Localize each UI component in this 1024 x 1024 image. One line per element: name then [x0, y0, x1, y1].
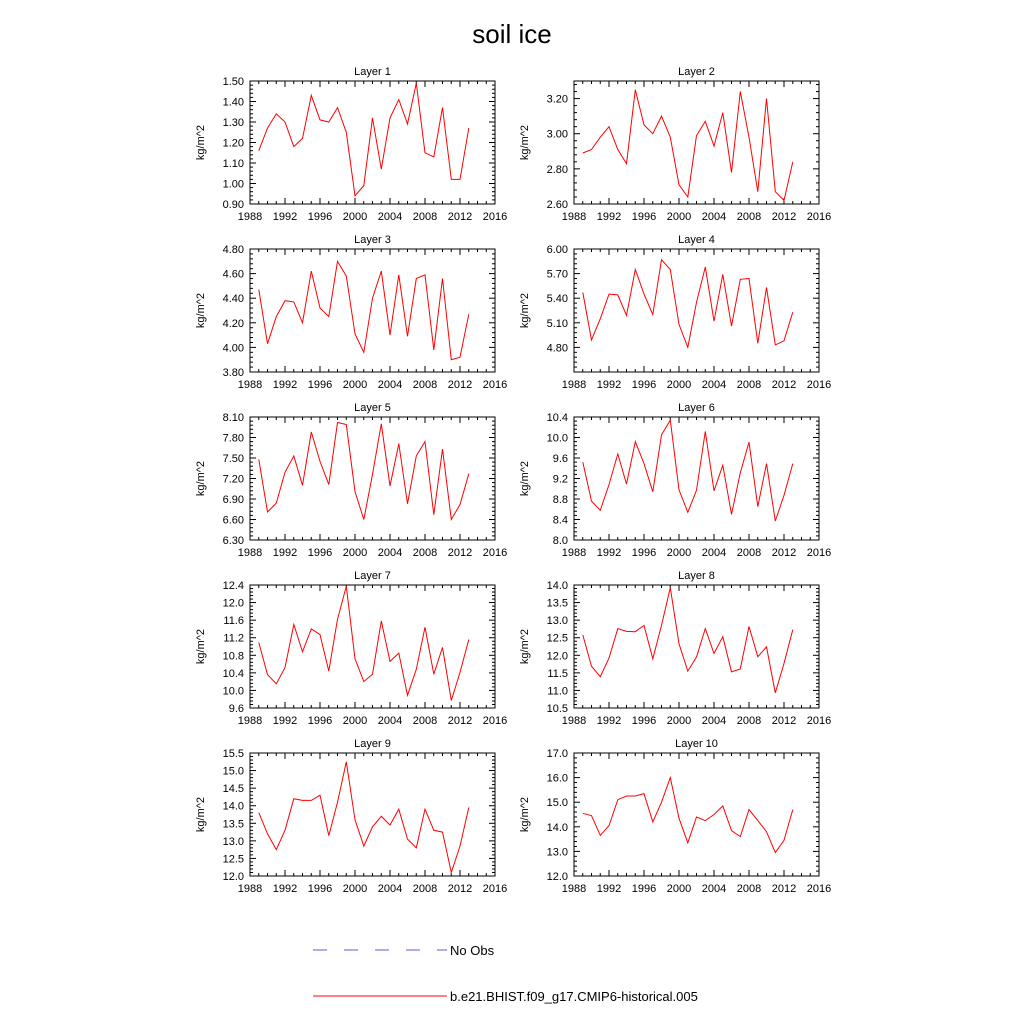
x-tick-label: 1996: [307, 211, 333, 223]
x-tick-label: 1988: [237, 211, 263, 223]
x-tick-label: 2012: [771, 547, 797, 559]
x-tick-label: 2016: [482, 379, 508, 391]
y-tick-label: 14.0: [546, 821, 568, 834]
x-tick-label: 2012: [447, 883, 473, 895]
x-tick-label: 1992: [272, 211, 298, 223]
panel-layer-10: [519, 738, 831, 895]
y-tick-label: 4.80: [222, 244, 244, 256]
figure-title: soil ice: [472, 19, 552, 49]
x-tick-label: 1988: [561, 379, 587, 391]
y-tick-label: 15.5: [222, 748, 244, 760]
panel-title: Layer 9: [354, 738, 391, 750]
x-tick-label: 1996: [631, 379, 657, 391]
x-tick-label: 2000: [666, 211, 692, 223]
panel-layer-8: [519, 570, 831, 727]
x-tick-label: 2004: [701, 883, 727, 895]
y-tick-label: 3.20: [546, 93, 568, 106]
x-tick-label: 1992: [272, 379, 298, 391]
y-tick-label: 1.00: [222, 178, 244, 191]
y-tick-label: 5.40: [546, 293, 568, 306]
y-axis-label: kg/m^2: [519, 460, 531, 497]
x-tick-label: 2008: [412, 379, 438, 391]
plot-frame: [574, 81, 819, 204]
x-tick-label: 1988: [237, 547, 263, 559]
x-tick-label: 2012: [447, 379, 473, 391]
panel-title: Layer 4: [678, 234, 715, 246]
x-tick-label: 2000: [342, 883, 368, 895]
x-tick-label: 2000: [666, 715, 692, 727]
x-tick-label: 2004: [377, 211, 403, 223]
plot-frame: [250, 753, 495, 876]
y-tick-label: 12.0: [222, 871, 244, 883]
panel-title: Layer 2: [678, 66, 715, 78]
plot-frame: [250, 417, 495, 540]
y-tick-label: 4.20: [222, 317, 244, 330]
x-tick-label: 2016: [482, 211, 508, 223]
y-tick-label: 9.6: [552, 453, 568, 465]
y-tick-label: 0.90: [222, 199, 244, 211]
y-tick-label: 12.4: [222, 580, 244, 592]
x-tick-label: 2016: [482, 547, 508, 559]
x-tick-label: 2008: [736, 211, 762, 223]
panel-grid: [195, 66, 831, 895]
x-tick-label: 2004: [377, 547, 403, 559]
x-tick-label: 2012: [447, 715, 473, 727]
y-tick-label: 11.5: [547, 667, 568, 680]
y-tick-label: 9.2: [552, 473, 568, 486]
x-tick-label: 1988: [561, 211, 587, 223]
x-tick-label: 1996: [631, 715, 657, 727]
y-tick-label: 12.5: [546, 632, 568, 645]
x-tick-label: 1988: [561, 883, 587, 895]
y-tick-label: 10.4: [222, 667, 244, 680]
series-line: [259, 423, 469, 520]
y-tick-label: 7.80: [222, 432, 244, 445]
y-tick-label: 5.10: [546, 317, 568, 330]
panel-layer-6: [519, 402, 831, 559]
x-tick-label: 2000: [342, 547, 368, 559]
y-tick-label: 14.0: [546, 580, 568, 592]
x-tick-label: 1988: [561, 547, 587, 559]
x-tick-label: 2004: [701, 715, 727, 727]
y-tick-label: 14.0: [222, 800, 244, 813]
x-tick-label: 2016: [482, 883, 508, 895]
y-axis-label: kg/m^2: [195, 124, 207, 161]
y-tick-label: 10.5: [546, 703, 568, 715]
legend-item-no-obs: [313, 943, 495, 958]
x-tick-label: 1996: [307, 379, 333, 391]
y-tick-label: 4.80: [546, 342, 568, 355]
panel-title: Layer 1: [354, 66, 391, 78]
x-tick-label: 2004: [377, 883, 403, 895]
x-tick-label: 2004: [377, 715, 403, 727]
y-axis-label: kg/m^2: [195, 292, 207, 329]
x-tick-label: 2008: [736, 547, 762, 559]
series-line: [583, 260, 793, 348]
y-tick-label: 2.80: [546, 163, 568, 176]
x-tick-label: 2012: [771, 211, 797, 223]
x-tick-label: 2000: [666, 883, 692, 895]
x-tick-label: 2012: [771, 883, 797, 895]
y-axis-label: kg/m^2: [519, 124, 531, 161]
panel-title: Layer 6: [678, 402, 715, 414]
x-tick-label: 2000: [342, 211, 368, 223]
x-tick-label: 2008: [412, 211, 438, 223]
x-tick-label: 1992: [596, 547, 622, 559]
panel-layer-1: [195, 66, 507, 223]
x-tick-label: 2004: [701, 211, 727, 223]
x-tick-label: 2016: [806, 211, 832, 223]
y-axis-label: kg/m^2: [195, 460, 207, 497]
y-tick-label: 11.6: [223, 615, 244, 628]
y-tick-label: 13.5: [546, 597, 568, 610]
panel-title: Layer 10: [675, 738, 718, 750]
x-tick-label: 2012: [771, 379, 797, 391]
y-tick-label: 13.0: [546, 846, 568, 859]
x-tick-label: 2012: [447, 547, 473, 559]
y-tick-label: 12.0: [546, 650, 568, 663]
x-tick-label: 2008: [736, 379, 762, 391]
y-axis-label: kg/m^2: [195, 628, 207, 665]
legend-item-model: [313, 989, 698, 1004]
y-axis-label: kg/m^2: [195, 796, 207, 833]
y-tick-label: 9.6: [228, 703, 244, 715]
x-tick-label: 2004: [701, 379, 727, 391]
plot-frame: [574, 753, 819, 876]
y-tick-label: 10.0: [546, 432, 568, 445]
x-tick-label: 1996: [631, 547, 657, 559]
y-tick-label: 6.90: [222, 494, 244, 506]
x-tick-label: 2016: [806, 547, 832, 559]
y-tick-label: 4.00: [222, 342, 244, 355]
y-tick-label: 6.30: [222, 535, 244, 547]
y-tick-label: 1.40: [222, 96, 244, 109]
y-tick-label: 3.00: [546, 128, 568, 141]
x-tick-label: 2008: [736, 715, 762, 727]
plot-frame: [250, 585, 495, 708]
panel-title: Layer 3: [354, 234, 391, 246]
legend-label-no-obs: No Obs: [450, 943, 495, 958]
legend-label-model: b.e21.BHIST.f09_g17.CMIP6-historical.005: [450, 989, 698, 1004]
x-tick-label: 2000: [666, 379, 692, 391]
y-tick-label: 8.0: [552, 535, 568, 547]
plot-frame: [250, 81, 495, 204]
y-tick-label: 1.30: [222, 117, 244, 129]
x-tick-label: 2016: [806, 883, 832, 895]
x-tick-label: 2016: [806, 379, 832, 391]
x-tick-label: 1992: [596, 715, 622, 727]
x-tick-label: 1988: [237, 379, 263, 391]
y-tick-label: 14.5: [222, 783, 244, 796]
series-line: [259, 83, 469, 196]
x-tick-label: 1996: [307, 547, 333, 559]
panel-layer-4: [519, 234, 831, 391]
panel-layer-9: [195, 738, 507, 895]
x-tick-label: 2016: [806, 715, 832, 727]
y-tick-label: 8.4: [552, 514, 568, 527]
y-tick-label: 17.0: [546, 748, 568, 760]
x-tick-label: 1992: [596, 211, 622, 223]
x-tick-label: 2012: [771, 715, 797, 727]
panel-title: Layer 5: [354, 402, 391, 414]
y-tick-label: 8.10: [222, 412, 244, 424]
y-axis-label: kg/m^2: [519, 292, 531, 329]
series-line: [259, 586, 469, 700]
legend: [313, 943, 698, 1004]
x-tick-label: 2008: [412, 547, 438, 559]
x-tick-label: 1992: [596, 379, 622, 391]
x-tick-label: 2008: [736, 883, 762, 895]
y-tick-label: 10.8: [222, 650, 244, 663]
x-tick-label: 2000: [342, 379, 368, 391]
y-tick-label: 12.0: [222, 597, 244, 610]
panel-layer-7: [195, 570, 507, 727]
y-axis-label: kg/m^2: [519, 628, 531, 665]
y-tick-label: 1.10: [222, 158, 244, 170]
y-tick-label: 3.80: [222, 367, 244, 379]
y-tick-label: 7.50: [222, 453, 244, 465]
y-tick-label: 6.60: [222, 514, 244, 527]
panel-title: Layer 7: [354, 570, 391, 582]
plot-frame: [574, 585, 819, 708]
y-tick-label: 7.20: [222, 473, 244, 486]
y-tick-label: 15.0: [546, 797, 568, 810]
panel-layer-2: [519, 66, 831, 223]
y-tick-label: 11.0: [547, 685, 568, 698]
x-tick-label: 2008: [412, 883, 438, 895]
x-tick-label: 1988: [237, 883, 263, 895]
x-tick-label: 1996: [307, 715, 333, 727]
x-tick-label: 1988: [561, 715, 587, 727]
series-line: [259, 261, 469, 359]
panel-layer-3: [195, 234, 507, 391]
y-tick-label: 2.60: [546, 199, 568, 211]
y-tick-label: 11.2: [223, 632, 244, 645]
y-tick-label: 6.00: [546, 244, 568, 256]
series-line: [583, 420, 793, 521]
y-tick-label: 5.70: [546, 268, 568, 281]
x-tick-label: 1996: [631, 211, 657, 223]
x-tick-label: 2004: [377, 379, 403, 391]
panel-title: Layer 8: [678, 570, 715, 582]
y-tick-label: 12.0: [546, 871, 568, 883]
y-tick-label: 13.0: [546, 615, 568, 628]
panel-layer-5: [195, 402, 507, 559]
x-tick-label: 1992: [596, 883, 622, 895]
x-tick-label: 1988: [237, 715, 263, 727]
y-tick-label: 16.0: [546, 772, 568, 785]
x-tick-label: 1992: [272, 547, 298, 559]
x-tick-label: 2008: [412, 715, 438, 727]
x-tick-label: 1992: [272, 883, 298, 895]
y-tick-label: 10.4: [546, 412, 568, 424]
x-tick-label: 1996: [307, 883, 333, 895]
plot-frame: [250, 249, 495, 372]
y-tick-label: 1.20: [222, 137, 244, 150]
y-tick-label: 10.0: [222, 685, 244, 698]
x-tick-label: 2000: [666, 547, 692, 559]
x-tick-label: 2000: [342, 715, 368, 727]
y-tick-label: 4.60: [222, 268, 244, 281]
series-line: [583, 588, 793, 693]
y-tick-label: 15.0: [222, 765, 244, 778]
series-line: [583, 778, 793, 853]
series-line: [259, 762, 469, 873]
y-tick-label: 1.50: [222, 76, 244, 88]
plot-frame: [574, 249, 819, 372]
x-tick-label: 1996: [631, 883, 657, 895]
x-tick-label: 2004: [701, 547, 727, 559]
y-tick-label: 13.0: [222, 835, 244, 848]
x-tick-label: 1992: [272, 715, 298, 727]
y-axis-label: kg/m^2: [519, 796, 531, 833]
y-tick-label: 12.5: [222, 853, 244, 866]
y-tick-label: 8.8: [552, 494, 568, 506]
x-tick-label: 2016: [482, 715, 508, 727]
y-tick-label: 13.5: [222, 818, 244, 831]
x-tick-label: 2012: [447, 211, 473, 223]
series-line: [583, 90, 793, 201]
y-tick-label: 4.40: [222, 293, 244, 306]
